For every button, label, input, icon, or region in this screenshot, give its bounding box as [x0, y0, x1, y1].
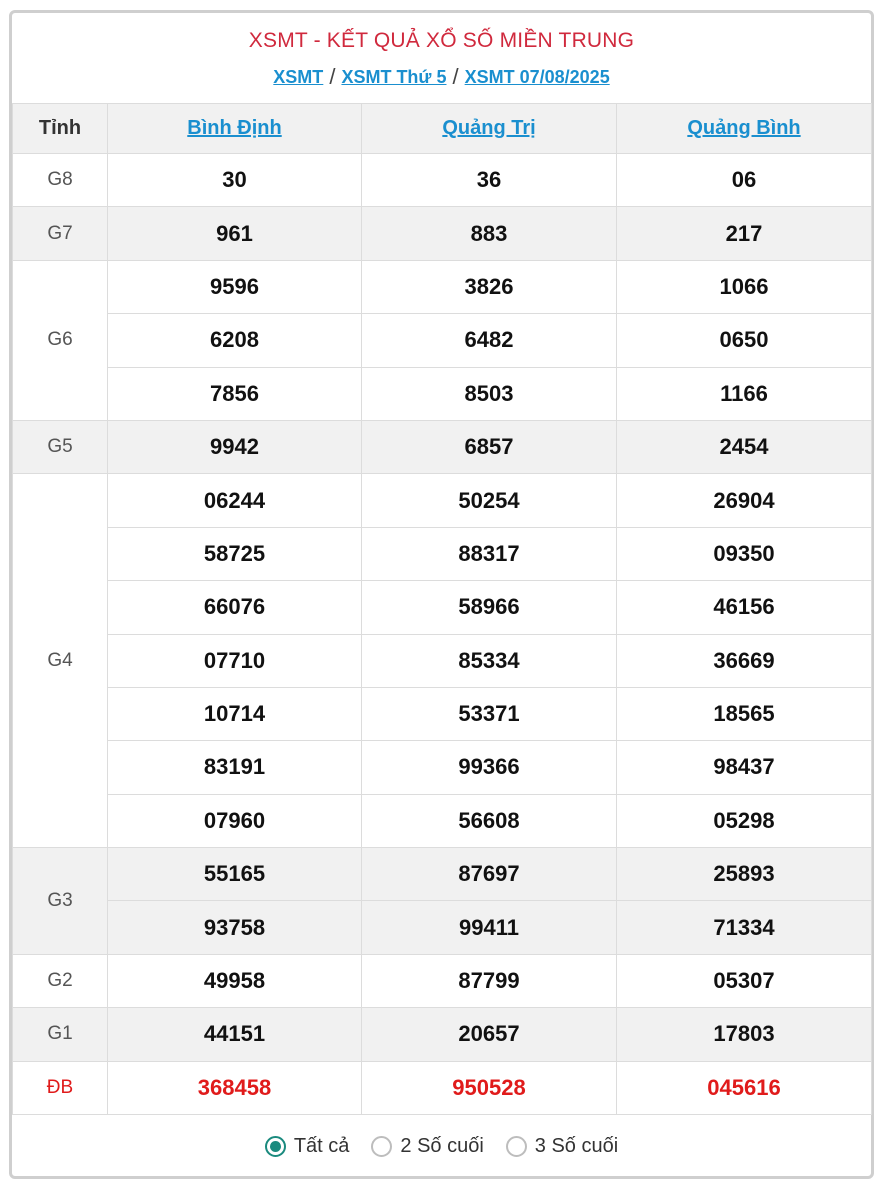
table-row	[13, 741, 872, 794]
prize-label: G7	[13, 207, 108, 260]
prize-number: 83191	[108, 741, 362, 794]
prize-number: 09350	[617, 527, 872, 580]
prize-number: 06	[617, 154, 872, 207]
prize-number: 1166	[617, 367, 872, 420]
radio-selected-icon[interactable]	[265, 1136, 286, 1157]
page-title: XSMT - KẾT QUẢ XỔ SỐ MIỀN TRUNG	[248, 29, 635, 52]
column-header-province: Tỉnh	[13, 104, 108, 154]
prize-label: ĐB	[13, 1061, 108, 1114]
results-table	[12, 103, 872, 1115]
prize-number: 87799	[362, 954, 617, 1007]
prize-number: 17803	[617, 1008, 872, 1061]
prize-number: 99366	[362, 741, 617, 794]
province-link-quang-tri[interactable]: Quảng Trị	[362, 104, 617, 154]
prize-label: G8	[13, 154, 108, 207]
prize-number: 66076	[108, 581, 362, 634]
prize-number: 05298	[617, 794, 872, 847]
table-row	[13, 954, 872, 1007]
special-prize-number: 368458	[108, 1061, 362, 1114]
table-row	[13, 527, 872, 580]
prize-number: 71334	[617, 901, 872, 954]
prize-number: 53371	[362, 687, 617, 740]
prize-number: 25893	[617, 848, 872, 901]
prize-number: 883	[362, 207, 617, 260]
filter-option-label: 3 Số cuối	[534, 1135, 619, 1158]
prize-number: 98437	[617, 741, 872, 794]
prize-label: G5	[13, 420, 108, 473]
prize-number: 58966	[362, 581, 617, 634]
special-prize-number: 950528	[362, 1061, 617, 1114]
prize-number: 50254	[362, 474, 617, 527]
prize-number: 20657	[362, 1008, 617, 1061]
prize-number: 217	[617, 207, 872, 260]
prize-number: 07710	[108, 634, 362, 687]
prize-number: 85334	[362, 634, 617, 687]
table-row	[13, 314, 872, 367]
prize-number: 2454	[617, 420, 872, 473]
results-card	[9, 10, 874, 1179]
table-row	[13, 634, 872, 687]
table-row	[13, 154, 872, 207]
table-row	[13, 687, 872, 740]
prize-number: 58725	[108, 527, 362, 580]
province-link-quang-binh[interactable]: Quảng Bình	[617, 104, 872, 154]
prize-label: G3	[13, 848, 108, 955]
province-link-binh-dinh[interactable]: Bình Định	[108, 104, 362, 154]
filter-option-label: 2 Số cuối	[400, 1135, 484, 1158]
breadcrumb-separator: /	[452, 64, 459, 89]
table-header-row	[13, 104, 872, 154]
table-row	[13, 420, 872, 473]
prize-number: 7856	[108, 367, 362, 420]
filter-option-last-2[interactable]	[371, 1135, 483, 1158]
table-row	[13, 1061, 872, 1114]
results-header	[12, 13, 871, 103]
radio-icon[interactable]	[506, 1136, 527, 1157]
prize-number: 46156	[617, 581, 872, 634]
filter-option-last-3[interactable]	[506, 1135, 618, 1158]
table-row	[13, 848, 872, 901]
table-row	[13, 474, 872, 527]
prize-number: 6482	[362, 314, 617, 367]
table-row	[13, 207, 872, 260]
prize-number: 49958	[108, 954, 362, 1007]
prize-number: 9942	[108, 420, 362, 473]
prize-number: 36669	[617, 634, 872, 687]
prize-number: 30	[108, 154, 362, 207]
table-row	[13, 367, 872, 420]
prize-label: G1	[13, 1008, 108, 1061]
special-prize-number: 045616	[617, 1061, 872, 1114]
prize-number: 88317	[362, 527, 617, 580]
breadcrumb	[12, 66, 871, 88]
prize-number: 961	[108, 207, 362, 260]
prize-number: 9596	[108, 260, 362, 313]
prize-number: 87697	[362, 848, 617, 901]
prize-number: 6857	[362, 420, 617, 473]
table-row	[13, 901, 872, 954]
results-body	[13, 154, 872, 1115]
filter-option-all[interactable]	[265, 1135, 350, 1158]
prize-number: 93758	[108, 901, 362, 954]
prize-label: G4	[13, 474, 108, 848]
table-row	[13, 581, 872, 634]
prize-number: 56608	[362, 794, 617, 847]
breadcrumb-link-xsmt[interactable]: XSMT	[273, 67, 324, 87]
breadcrumb-link-weekday[interactable]: XSMT Thứ 5	[341, 67, 447, 87]
prize-label: G6	[13, 260, 108, 420]
prize-number: 44151	[108, 1008, 362, 1061]
prize-label: G2	[13, 954, 108, 1007]
prize-number: 05307	[617, 954, 872, 1007]
prize-number: 3826	[362, 260, 617, 313]
prize-number: 36	[362, 154, 617, 207]
prize-number: 6208	[108, 314, 362, 367]
table-row	[13, 260, 872, 313]
prize-number: 55165	[108, 848, 362, 901]
breadcrumb-link-date[interactable]: XSMT 07/08/2025	[464, 67, 610, 87]
table-row	[13, 1008, 872, 1061]
filter-option-label: Tất cả	[293, 1135, 350, 1158]
prize-number: 1066	[617, 260, 872, 313]
prize-number: 8503	[362, 367, 617, 420]
breadcrumb-separator: /	[329, 64, 336, 89]
prize-number: 99411	[362, 901, 617, 954]
prize-number: 07960	[108, 794, 362, 847]
prize-number: 0650	[617, 314, 872, 367]
prize-number: 18565	[617, 687, 872, 740]
prize-number: 26904	[617, 474, 872, 527]
prize-number: 10714	[108, 687, 362, 740]
digit-filter	[12, 1115, 871, 1178]
table-row	[13, 794, 872, 847]
radio-icon[interactable]	[371, 1136, 392, 1157]
prize-number: 06244	[108, 474, 362, 527]
